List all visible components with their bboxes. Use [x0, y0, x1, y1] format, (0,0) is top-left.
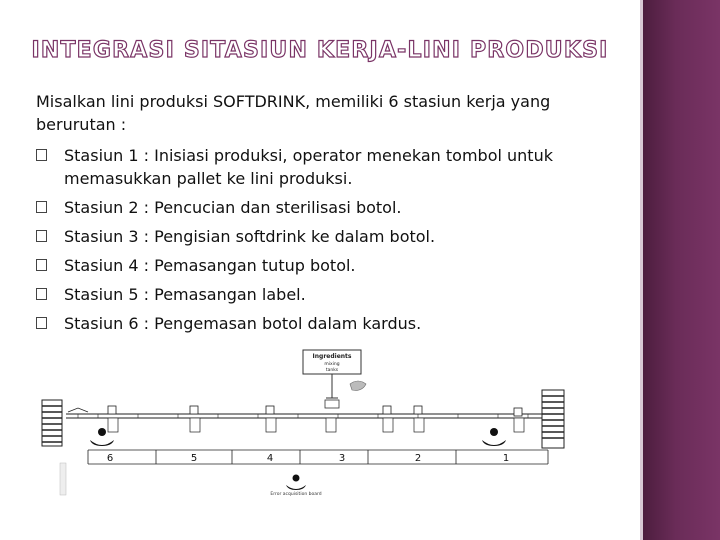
pallet-stack-left-icon — [42, 400, 62, 446]
conveyor-belt — [66, 414, 542, 418]
station-number-row — [88, 450, 548, 464]
checkbox-bullet-icon — [36, 288, 47, 300]
list-item — [36, 196, 636, 219]
station-number: 2 — [414, 453, 422, 464]
checkbox-bullet-icon — [36, 317, 47, 329]
decorative-sidebar — [640, 0, 720, 540]
station-number: 1 — [502, 453, 510, 464]
station-text: Stasiun 2 : Pencucian dan sterilisasi botol. — [64, 198, 402, 217]
hand-icon — [350, 381, 366, 390]
checkbox-bullet-icon — [36, 259, 47, 271]
edge-marker — [60, 463, 66, 495]
ingredients-sub-label: mixing — [324, 362, 340, 367]
station-pillars — [108, 406, 524, 432]
intro-text: Misalkan lini produksi SOFTDRINK, memiliki 6 stasiun kerja yang berurutan : — [36, 92, 551, 134]
checkbox-bullet-icon — [36, 149, 47, 161]
pallet-loader-icon — [68, 408, 88, 412]
station-number: 3 — [338, 453, 346, 464]
station-text: Stasiun 1 : Inisiasi produksi, operator menekan tombol untuk memasukkan pallet ke lini produksi. — [64, 146, 553, 188]
sidebar-divider — [640, 0, 643, 540]
operator-right-icon — [482, 428, 506, 446]
station-text: Stasiun 6 : Pengemasan botol dalam kardus. — [64, 314, 422, 333]
list-item — [36, 254, 636, 277]
list-item — [36, 283, 636, 306]
station-list — [36, 144, 636, 341]
pallet-stack-right-icon — [542, 390, 564, 448]
operator-bottom-icon — [286, 475, 306, 491]
list-item — [36, 144, 636, 190]
checkbox-bullet-icon — [36, 230, 47, 242]
checkbox-bullet-icon — [36, 201, 47, 213]
station-number: 5 — [190, 453, 198, 464]
station-text: Stasiun 3 : Pengisian softdrink ke dalam botol. — [64, 227, 436, 246]
station-text: Stasiun 5 : Pemasangan label. — [64, 285, 306, 304]
filler-unit — [325, 400, 339, 408]
ingredients-sub-label-2: tanks — [325, 368, 339, 373]
bottom-caption: Error acquisition board — [270, 492, 322, 497]
slide-title: INTEGRASI SITASIUN KERJA-LINI PRODUKSI — [31, 38, 609, 63]
list-item — [36, 225, 636, 248]
station-number: 4 — [266, 453, 274, 464]
ingredients-label: Ingredients — [312, 353, 352, 360]
production-line-diagram — [38, 348, 578, 498]
list-item — [36, 312, 636, 335]
station-number: 6 — [106, 453, 114, 464]
station-text: Stasiun 4 : Pemasangan tutup botol. — [64, 256, 356, 275]
